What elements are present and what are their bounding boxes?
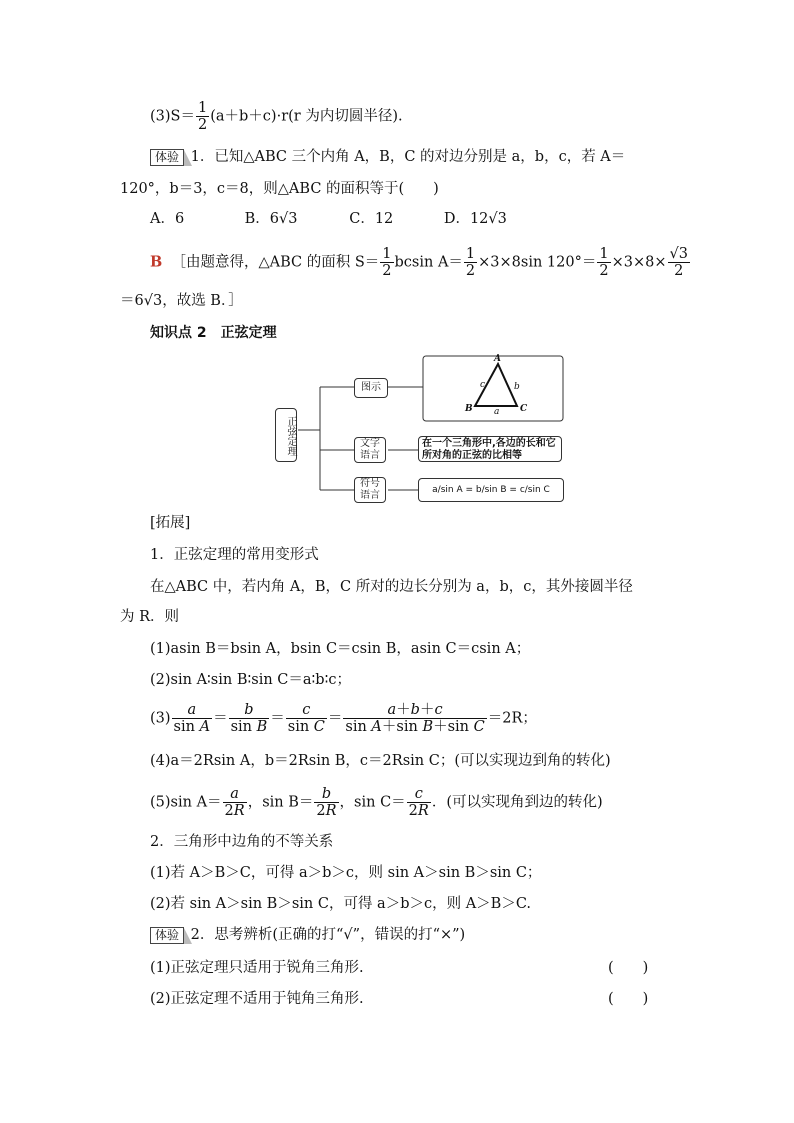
- side-c: c: [480, 380, 486, 390]
- exercise-2-line1: [150, 925, 465, 945]
- solution-part-a: ［由题意得，△ABC 的面积 S＝: [171, 254, 380, 271]
- vertex-b: B: [465, 404, 473, 414]
- f5-suffix: ．(可以实现角到边的转化): [431, 794, 603, 811]
- vertex-a: A: [494, 354, 501, 364]
- fraction: [343, 702, 486, 735]
- exercise-1-options: [150, 209, 524, 229]
- frac-den: 2R: [408, 803, 429, 819]
- exercise-2-text: 2．思考辨析(正确的打“√”，错误的打“×”): [190, 927, 466, 943]
- answer-blank[interactable]: ( ): [608, 991, 649, 1007]
- frac-num: b: [314, 786, 338, 803]
- frac-den: sin B: [230, 719, 268, 735]
- frac-num: a: [223, 786, 247, 803]
- fraction: [464, 246, 477, 279]
- f3-prefix: (3): [150, 710, 171, 727]
- expand-para-1a: 在△ABC 中，若内角 A，B，C 所对的边长分别为 a，b，c，其外接圆半径: [150, 579, 633, 595]
- answer-letter: B: [150, 253, 163, 271]
- exercise-badge: 体验: [150, 927, 184, 944]
- formula-f1: (1)asin B＝bsin A，bsin C＝csin B，asin C＝csin A；: [150, 641, 531, 657]
- fraction: [223, 786, 247, 819]
- inequality-g2: (2)若 sin A＞sin B＞sin C，可得 a＞b＞c，则 A＞B＞C.: [150, 896, 532, 912]
- fraction: [314, 786, 338, 819]
- frac-num: b: [229, 702, 270, 719]
- exercise-2-q1-text: (1)正弦定理只适用于锐角三角形.: [150, 960, 364, 976]
- frac-den: sin C: [287, 719, 325, 735]
- sine-law-diagram: [270, 350, 570, 505]
- expand-heading-2: 2．三角形中边角的不等关系: [150, 834, 334, 850]
- answer-blank[interactable]: ( ): [608, 960, 649, 976]
- frac-den: 2R: [316, 803, 337, 819]
- fraction: [286, 702, 327, 735]
- branch-text-label: 文字语言: [360, 438, 380, 461]
- branch-symbol: [354, 477, 386, 503]
- exercise-1-text: 1．已知△ABC 三个内角 A，B，C 的对边分别是 a，b，c，若 A＝: [190, 149, 626, 165]
- solution-line2: ＝6√3，故选 B．］: [120, 293, 243, 309]
- formula-f4: (4)a＝2Rsin A，b＝2Rsin B，c＝2Rsin C；(可以实现边到角的转化): [150, 753, 611, 769]
- text-content: [418, 436, 562, 462]
- option-a: A．6: [150, 211, 185, 227]
- frac-num: 1: [465, 246, 476, 262]
- exercise-1-line2: 120°，b＝3，c＝8，则△ABC 的面积等于( ): [120, 181, 439, 197]
- frac-num: a: [172, 702, 213, 719]
- vertex-c: C: [520, 404, 528, 414]
- side-b: b: [514, 382, 520, 392]
- section-title: 知识点 2 正弦定理: [150, 325, 277, 341]
- option-c: C．12: [349, 211, 394, 227]
- expand-heading-1: 1．正弦定理的常用变形式: [150, 547, 319, 563]
- formula-f3: (3) $\frac{a}{\text{sin A}}$ ＝ $\frac{b}{\text{sin B}}$ ＝ $\frac{c}{\text{sin C}}$ ＝ $\frac{a+b+c}{\text{sin A＋sin B＋sin C}}$ ＝2R；: [150, 702, 537, 735]
- formula-3: [150, 100, 403, 133]
- fraction: [229, 702, 270, 735]
- branch-symbol-label: 符号语言: [360, 478, 380, 501]
- branch-figure: [354, 378, 388, 398]
- frac-num: c: [407, 786, 431, 803]
- branch-text: [354, 437, 386, 463]
- frac-den: 2: [674, 263, 684, 279]
- formula-3-prefix: (3)S＝: [150, 108, 195, 125]
- frac-den: 2: [382, 263, 392, 279]
- f5-mid2: ，sin C＝: [339, 794, 406, 811]
- frac-num: 1: [382, 246, 392, 262]
- frac-den: 2: [599, 263, 609, 279]
- frac-den: 2R: [224, 803, 245, 819]
- solution-part-d: ×3×8×: [611, 254, 667, 271]
- triangle-frame: [423, 356, 563, 421]
- expand-title: [拓展]: [150, 515, 191, 531]
- exercise-2-q1: [150, 958, 670, 978]
- root-box: [275, 408, 297, 462]
- frac-num: c: [286, 702, 327, 719]
- branch-figure-label: 图示: [361, 382, 381, 393]
- f5-mid1: ，sin B＝: [247, 794, 314, 811]
- exercise-badge: 体验: [150, 149, 184, 166]
- frac-den: 2: [197, 117, 208, 133]
- exercise-2-q2: [150, 989, 670, 1009]
- option-b: B．6√3: [244, 211, 298, 227]
- exercise-2-q2-text: (2)正弦定理不适用于钝角三角形.: [150, 991, 364, 1007]
- frac-den: sin A＋sin B＋sin C: [345, 719, 485, 735]
- fraction: [380, 246, 393, 279]
- formula-f2: (2)sin A∶sin B∶sin C＝a∶b∶c；: [150, 672, 351, 688]
- fraction: [172, 702, 213, 735]
- fraction: [668, 246, 690, 279]
- f5-prefix: (5)sin A＝: [150, 794, 222, 811]
- fraction: [597, 246, 610, 279]
- frac-num: 1: [599, 246, 609, 262]
- symbol-content-value: a/sin A = b/sin B = c/sin C: [432, 485, 550, 495]
- solution-part-c: ×3×8sin 120°＝: [478, 254, 597, 271]
- solution-line1: [150, 246, 691, 279]
- frac-num: 1: [197, 100, 208, 116]
- fraction: [196, 100, 209, 133]
- f3-suffix: ＝2R；: [487, 710, 537, 727]
- frac-den: 2: [465, 263, 476, 279]
- frac-den: sin A: [173, 719, 211, 735]
- fraction: [407, 786, 431, 819]
- inequality-g1: (1)若 A＞B＞C，可得 a＞b＞c，则 sin A＞sin B＞sin C；: [150, 865, 542, 881]
- frac-num: a＋b＋c: [343, 702, 486, 719]
- side-a: a: [494, 407, 500, 417]
- text-content-value: 在一个三角形中,各边的长和它所对角的正弦的比相等: [422, 438, 556, 461]
- exercise-1-line1: [150, 147, 625, 167]
- formula-f5: [150, 786, 603, 819]
- frac-num: √3: [669, 246, 688, 262]
- solution-part-b: bcsin A＝: [394, 254, 463, 271]
- formula-3-suffix: (a＋b＋c)·r(r 为内切圆半径).: [210, 108, 403, 125]
- expand-para-1b: 为 R．则: [120, 609, 180, 625]
- option-d: D．12√3: [443, 211, 507, 227]
- root-label: 正弦定理: [285, 416, 296, 456]
- symbol-content: [418, 478, 564, 502]
